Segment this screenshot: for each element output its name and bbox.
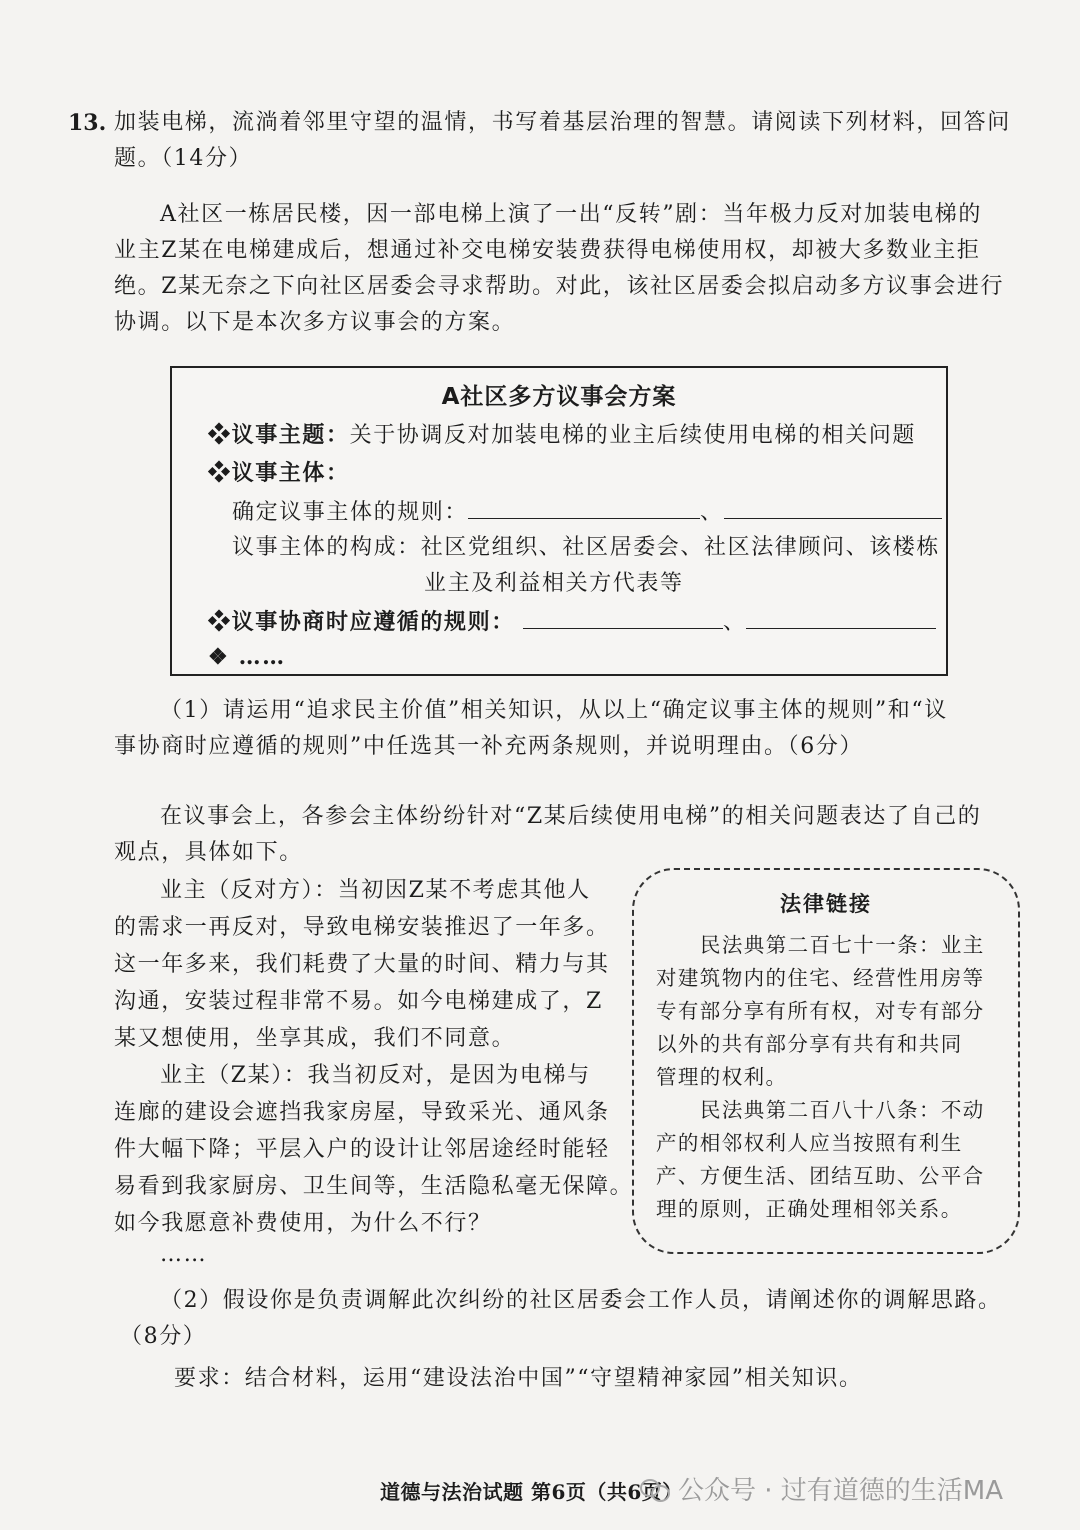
plan-topic-label: ❖议事主题：	[208, 422, 350, 448]
law-line: 专有部分享有所有权，对专有部分	[656, 999, 985, 1023]
negotiation-blank-2[interactable]	[746, 606, 936, 629]
plan-topic-text: 关于协调反对加装电梯的业主后续使用电梯的相关问题	[349, 423, 917, 448]
plan-composition-line2: 业主及利益相关方代表等	[424, 571, 684, 596]
material2-line2: 观点，具体如下。	[114, 840, 303, 865]
q2-line2: （8分）	[120, 1324, 207, 1349]
material2-line1: 在议事会上，各参会主体纷纷针对“Z某后续使用电梯”的相关问题表达了自己的	[160, 804, 982, 829]
question-number: 13.	[68, 110, 107, 136]
plan-rule-label: 确定议事主体的规则：	[232, 500, 469, 525]
law-line: 产、方便生活、团结互助、公平合	[656, 1164, 985, 1188]
law-line: 民法典第二百七十一条：业主	[700, 933, 985, 957]
opinion-line: 件大幅下降；平层入户的设计让邻居途经时能轻	[114, 1137, 610, 1162]
q1-line1: （1）请运用“追求民主价值”相关知识，从以上“确定议事主体的规则”和“议	[160, 698, 948, 723]
question-intro-line1: 加装电梯，流淌着邻里守望的温情，书写着基层治理的智慧。请阅读下列材料，回答问	[114, 110, 1011, 135]
opinion-line: 某又想使用，坐享其成，我们不同意。	[114, 1026, 516, 1051]
opinion-line: 业主（Z某）：我当初反对，是因为电梯与	[160, 1063, 591, 1088]
watermark-text: 公众号 · 过有道德的生活MA	[678, 1476, 1004, 1506]
opinion-line: 沟通，安装过程非常不易。如今电梯建成了，Z	[114, 989, 603, 1014]
plan-box	[170, 366, 948, 676]
law-line: 理的原则，正确处理相邻关系。	[656, 1197, 963, 1221]
plan-subject-label: ❖议事主体：	[208, 460, 350, 486]
law-line: 管理的权利。	[656, 1065, 788, 1089]
rule-blank-1[interactable]	[468, 496, 700, 519]
opinion-line: 的需求一再反对，导致电梯安装推迟了一年多。	[114, 915, 610, 940]
watermark	[640, 1470, 1003, 1507]
opinion-line: 连廊的建设会遮挡我家房屋，导致采光、通风条	[114, 1100, 610, 1125]
opinion-line: 易看到我家厨房、卫生间等，生活隐私毫无保障。	[114, 1174, 634, 1199]
material1-line: A社区一栋居民楼，因一部电梯上演了一出“反转”剧：当年极力反对加装电梯的	[160, 202, 982, 227]
law-line: 产的相邻权利人应当按照有利生	[656, 1131, 963, 1155]
plan-topic	[208, 420, 916, 451]
rule-separator: 、	[700, 500, 724, 525]
law-line: 以外的共有部分享有共有和共同	[656, 1032, 963, 1056]
negotiation-separator: 、	[722, 610, 747, 635]
plan-more: ❖ ……	[208, 644, 286, 670]
opinion-line: 这一年多来，我们耗费了大量的时间、精力与其	[114, 952, 610, 977]
q2-requirement: 要求：结合材料，运用“建设法治中国”“守望精神家园”相关知识。	[174, 1366, 863, 1391]
material1-line: 协调。以下是本次多方议事会的方案。	[114, 310, 516, 335]
question-intro-line2: 题。（14分）	[114, 146, 253, 171]
wechat-official-account-icon	[640, 1477, 670, 1501]
material1-line: 业主Z某在电梯建成后，想通过补交电梯安装费获得电梯使用权，却被大多数业主拒	[114, 238, 981, 263]
opinion-line: 如今我愿意补费使用，为什么不行？	[114, 1211, 492, 1236]
page-footer: 道德与法治试题 第6页（共6页）	[380, 1480, 683, 1504]
plan-title: A社区多方议事会方案	[441, 384, 677, 410]
opinion-line: 业主（反对方）：当初因Z某不考虑其他人	[160, 878, 591, 903]
q1-line2: 事协商时应遵循的规则”中任选其一补充两条规则，并说明理由。（6分）	[114, 734, 864, 759]
law-link-title: 法律链接	[780, 891, 872, 916]
rule-blank-2[interactable]	[724, 496, 942, 519]
law-link-box	[632, 868, 1020, 1254]
law-line: 民法典第二百八十八条：不动	[700, 1098, 985, 1122]
plan-negotiation-label: ❖议事协商时应遵循的规则：	[208, 609, 515, 635]
material1-line: 绝。Z某无奈之下向社区居委会寻求帮助。对此，该社区居委会拟启动多方议事会进行	[114, 274, 1005, 299]
law-line: 对建筑物内的住宅、经营性用房等	[656, 966, 985, 990]
plan-negotiation-row	[208, 606, 936, 638]
plan-rule-row	[232, 496, 942, 528]
opinion-ellipsis: ……	[160, 1242, 208, 1267]
plan-composition-line1: 议事主体的构成：社区党组织、社区居委会、社区法律顾问、该楼栋	[232, 535, 941, 560]
q2-line1: （2）假设你是负责调解此次纠纷的社区居委会工作人员，请阐述你的调解思路。	[160, 1288, 1002, 1313]
negotiation-blank-1[interactable]	[523, 606, 723, 629]
